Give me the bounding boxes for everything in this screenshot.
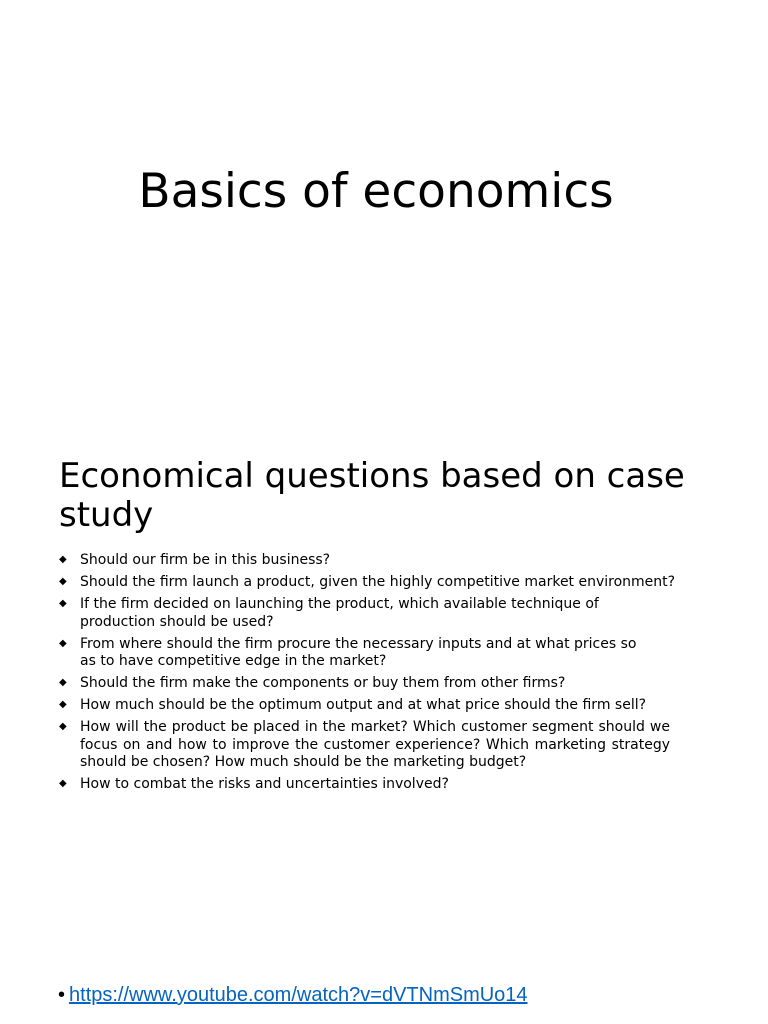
question-text: How will the product be placed in the market? Which customer segment should we focus on and how to improve the customer experience? Which marketing strategy should be chosen? How much should be the marketing budget? [80, 719, 670, 770]
list-item [59, 574, 730, 592]
video-link[interactable]: https://www.youtube.com/watch?v=dVTNmSmUo14 [69, 984, 528, 1006]
list-item [59, 697, 656, 715]
diamond-bullet-icon: ◆ [59, 554, 67, 565]
diamond-bullet-icon: ◆ [59, 637, 67, 649]
diamond-bullet-icon: ◆ [59, 721, 67, 732]
question-text: From where should the firm procure the necessary inputs and at what prices so as to have competitive edge in the market? [80, 635, 637, 669]
list-item [59, 776, 656, 794]
list-item [59, 719, 670, 772]
question-list [59, 552, 719, 798]
slide-title: Basics of economics [138, 164, 614, 219]
question-text: How to combat the risks and uncertainties involved? [80, 776, 449, 792]
video-link-row [58, 982, 528, 1008]
diamond-bullet-icon: ◆ [59, 598, 67, 609]
diamond-bullet-icon: ◆ [59, 677, 67, 688]
question-text: If the firm decided on launching the product, which available technique of production should be used? [80, 596, 599, 630]
diamond-bullet-icon: ◆ [59, 778, 67, 789]
diamond-bullet-icon: ◆ [59, 699, 67, 710]
diamond-bullet-icon: ◆ [59, 576, 67, 587]
list-item [59, 552, 656, 570]
question-text: Should the firm make the components or buy them from other firms? [80, 675, 566, 691]
question-text: Should our firm be in this business? [80, 552, 331, 568]
bullet-icon: • [58, 984, 66, 1006]
question-text: How much should be the optimum output and at what price should the firm sell? [80, 697, 647, 713]
question-text: Should the firm launch a product, given the highly competitive market environment? [80, 574, 676, 590]
list-item [59, 675, 730, 693]
list-item [59, 636, 656, 671]
list-item [59, 596, 656, 631]
section-heading: Economical questions based on case study [59, 456, 685, 535]
